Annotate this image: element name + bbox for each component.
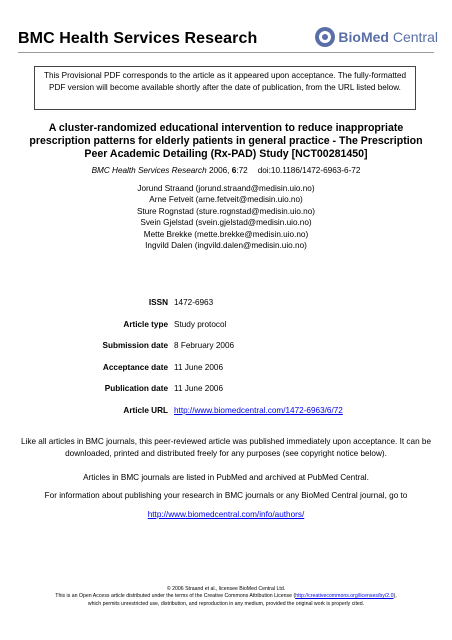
publisher-logo [315, 27, 438, 47]
biomed-central-logo-icon [315, 27, 335, 47]
submission-date-label: Submission date [102, 341, 168, 351]
article-url-label: Article URL [123, 405, 168, 415]
author-entry: Ingvild Dalen (ingvild.dalen@medisin.uio.no) [145, 241, 307, 251]
issn-label: ISSN [148, 298, 168, 308]
article-type-label: Article type [123, 319, 168, 329]
article-url-link[interactable]: http://www.biomedcentral.com/1472-6963/6/72 [174, 405, 343, 415]
author-entry: Jorund Straand (jorund.straand@medisin.uio.no) [137, 184, 315, 193]
citation-line [20, 166, 432, 175]
article-title: A cluster-randomized educational intervention to reduce inappropriate prescription patterns for elderly patients in general practice - The Prescription Peer Academic Detailing (Rx-PAD) Study [NCT00281450] [29, 122, 423, 160]
doi: doi:10.1186/1472-6963-6-72 [257, 166, 361, 175]
logo-text-bold: BioMed [338, 29, 389, 45]
open-access-statement: Like all articles in BMC journals, this peer-reviewed article was published immediately upon acceptance. It can be downloaded, printed and distributed freely for any purposes (see copyright notice below). [20, 437, 432, 458]
metadata-row [60, 292, 343, 314]
author-list [20, 183, 432, 251]
license-text-end: ), [393, 593, 397, 600]
authors-info-line [20, 509, 432, 521]
license-link[interactable]: http://creativecommons.org/licenses/by/2.0 [295, 593, 394, 600]
article-type-value: Study protocol [174, 319, 227, 329]
author-entry: Sture Rognstad (sture.rognstad@medisin.uio.no) [136, 206, 316, 216]
citation-journal: BMC Health Services Research [91, 166, 207, 175]
header-divider [18, 52, 434, 53]
metadata-row [60, 378, 343, 400]
copyright-line: © 2006 Straand et al., licensee BioMed Central Ltd. [166, 586, 286, 592]
acceptance-date-value: 11 June 2006 [174, 362, 224, 372]
citation-volume: 6 [231, 166, 237, 175]
license-text: This is an Open Access article distributed under the terms of the Creative Commons Attribution License ( [55, 593, 296, 600]
metadata-row [60, 335, 343, 357]
submission-date-value: 8 February 2006 [174, 341, 235, 351]
license-line [4, 593, 448, 600]
author-entry: Mette Brekke (mette.brekke@medisin.uio.no) [143, 229, 309, 239]
metadata-row [60, 400, 343, 422]
publication-date-value: 11 June 2006 [174, 384, 224, 394]
metadata-row [60, 357, 343, 379]
page-header [0, 0, 452, 58]
provisional-notice: This Provisional PDF corresponds to the article as it appeared upon acceptance. The fully-formatted PDF version will become available shortly after the date of publication, from the URL listed below. [34, 66, 416, 110]
publication-date-label: Publication date [104, 384, 168, 394]
article-metadata [60, 292, 343, 421]
copyright-footer [4, 586, 448, 608]
author-entry: Svein Gjelstad (svein.gjelstad@medisin.uio.no) [140, 218, 312, 228]
journal-title: BMC Health Services Research [18, 30, 258, 47]
publishing-info-text: For information about publishing your research in BMC journals or any BioMed Central journal, go to [44, 491, 408, 500]
citation-article: :72 [236, 166, 248, 175]
metadata-row [60, 314, 343, 336]
license-line-2: which permits unrestricted use, distribution, and reproduction in any medium, provided the original work is properly cited. [87, 600, 365, 607]
citation-year: 2006, [206, 166, 232, 175]
indexing-statement: Articles in BMC journals are listed in PubMed and archived at PubMed Central. [83, 473, 369, 482]
publisher-logo-text [338, 29, 438, 45]
acceptance-date-label: Acceptance date [102, 362, 168, 372]
authors-info-link[interactable]: http://www.biomedcentral.com/info/authors/ [147, 510, 305, 519]
logo-text-light: Central [388, 29, 438, 45]
author-entry: Arne Fetveit (arne.fetveit@medisin.uio.no) [149, 195, 303, 205]
issn-value: 1472-6963 [174, 298, 214, 308]
